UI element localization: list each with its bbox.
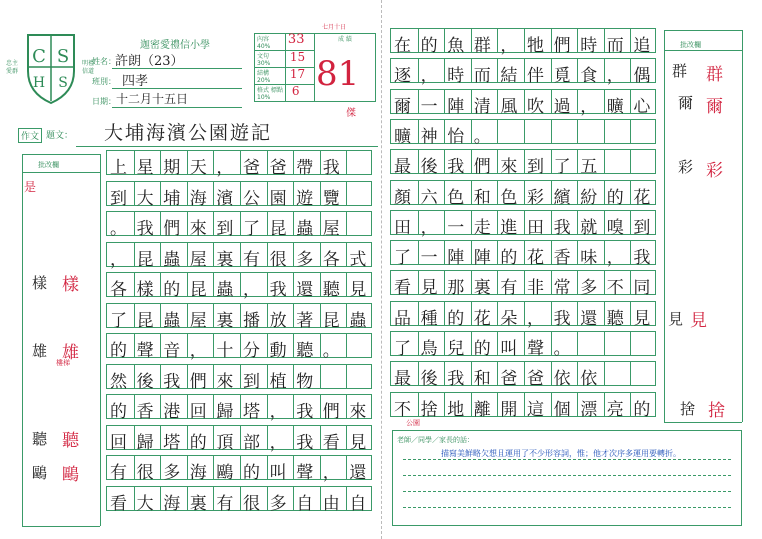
correction-right: 見 — [690, 311, 707, 331]
grid-row — [106, 333, 372, 361]
format-score: 6 — [285, 85, 314, 102]
logo-motto-right: 明禮 信道 — [82, 60, 95, 75]
date-label: 日期： — [92, 97, 116, 106]
left-margin-header: 批改欄 — [38, 161, 59, 169]
correction-wrong: 群 — [672, 62, 688, 80]
grid-row — [106, 150, 372, 178]
grid-row — [390, 392, 660, 420]
school-logo — [20, 27, 82, 107]
correction-wrong: 彩 — [678, 158, 694, 176]
correction-wrong: 聽 — [32, 430, 48, 448]
correction-right: 群 — [706, 65, 723, 85]
wording-score: 15 — [285, 51, 314, 68]
grid-row — [106, 486, 376, 514]
grid-row-text: 。我們來到了昆蟲屋 — [110, 219, 350, 239]
grid-row — [106, 181, 372, 209]
svg-text:S: S — [56, 46, 70, 67]
grid-row — [390, 28, 660, 56]
grid-row — [106, 211, 372, 239]
total-score: 81 — [316, 54, 360, 94]
correction-wrong: 樣 — [32, 274, 48, 292]
correction-right: 鷗 — [62, 465, 79, 485]
grid-row-text: 有很多海鷗的叫聲，還 — [110, 463, 376, 483]
correction-right: 聽 — [62, 431, 79, 451]
grid-row — [390, 210, 660, 238]
grid-row — [390, 331, 656, 359]
name-value: 許朗（23） — [115, 54, 184, 69]
correction-right: 樣 — [62, 275, 79, 295]
composition-title: 大埔海濱公園遊記 — [104, 122, 273, 144]
grid-row-text: 爾一陣清風吹過，曠心 — [394, 96, 660, 117]
svg-text:H: H — [32, 75, 46, 91]
right-margin-note: 公園 — [406, 419, 420, 427]
grid-row-text: 了一陣陣的花香味，我 — [394, 248, 660, 269]
grid-row — [106, 303, 376, 331]
grid-row-text: 不捨地離開這個漂亮的 — [394, 399, 660, 420]
grid-row — [390, 270, 660, 299]
grid-row-text: 田，一走進田我就嗅到 — [394, 217, 660, 238]
teacher-comment: 描寫美鮮略欠想且運用了不少形容詞，惟；他才次序多運用要轉折。 — [441, 449, 681, 458]
grid-row — [390, 149, 656, 178]
left-margin-note: 樓梯 — [56, 359, 70, 367]
grid-row-text: 逐，時而結伴覓食，偶 — [394, 66, 660, 87]
class-value: 四孝 — [122, 74, 149, 89]
grid-row-text: 了鳥兒的叫聲。 — [394, 339, 581, 359]
comment-box — [392, 430, 742, 526]
grid-row — [390, 89, 660, 117]
correction-right: 爾 — [706, 97, 723, 117]
content-score: 33 — [285, 34, 314, 51]
grid-row-text: 曠神怡。 — [394, 126, 501, 147]
grid-row — [390, 361, 656, 390]
grid-row-text: 上星期天，爸爸帶我 — [110, 158, 350, 178]
grid-row-text: 看見那裏有非常多不同 — [394, 278, 660, 299]
grid-row — [106, 272, 376, 300]
grid-row-text: 然後我們來到植物 — [110, 371, 323, 392]
topic-label: 題文： — [46, 131, 74, 141]
grid-row — [390, 180, 660, 208]
grid-row — [106, 364, 372, 392]
grid-row — [106, 242, 376, 270]
correction-wrong: 捨 — [680, 400, 696, 418]
grid-row — [106, 425, 376, 453]
date-value: 十二月十五日 — [116, 92, 189, 106]
correction-wrong: 鷗 — [32, 464, 48, 482]
class-label: 班別： — [92, 77, 116, 86]
grid-row-text: 最後我和爸爸依依 — [394, 369, 607, 390]
content-label: 內容 40% — [255, 34, 286, 51]
right-margin-header: 批改欄 — [680, 41, 701, 49]
name-label: 姓名： — [92, 57, 116, 66]
mark-note: 傑 — [346, 108, 356, 119]
structure-label: 結構 20% — [255, 68, 286, 85]
wording-label: 文句 30% — [255, 51, 286, 68]
grid-row — [390, 301, 660, 329]
grid-row-text: 到大埔海濱公園遊覽 — [110, 188, 350, 209]
grid-row-text: 的聲音，十分動聽。 — [110, 341, 350, 361]
format-label: 格式 標點 10% — [255, 85, 286, 102]
logo-motto-left: 忠主 愛群 — [6, 60, 19, 75]
correction-wrong: 見 — [668, 310, 684, 328]
grid-row-text: 顏六色和色彩繽紛的花 — [394, 187, 660, 208]
grid-row-text: 回歸塔的頂部，我看見 — [110, 432, 376, 453]
grid-row-text: 在的魚群，牠們時而追 — [394, 36, 660, 56]
svg-text:C: C — [32, 46, 46, 67]
correction-wrong: 雄 — [32, 342, 48, 360]
date-note: 七月十日 — [322, 24, 347, 31]
structure-score: 17 — [285, 68, 314, 85]
correction-right: 雄 — [62, 343, 79, 363]
grid-row-text: 品種的花朵，我還聽見 — [394, 308, 660, 329]
grid-row — [106, 394, 376, 422]
title-label: 作文 — [18, 128, 42, 143]
school-name: 迦密愛禮信小學 — [140, 40, 210, 51]
svg-text:S: S — [58, 75, 68, 91]
correction-right: 彩 — [706, 161, 723, 181]
grid-row — [106, 455, 376, 483]
total-cell: 成 績 — [314, 34, 375, 102]
comment-label: 老師／同學／家長的話： — [397, 436, 474, 444]
grid-row — [390, 58, 660, 87]
left-mark-top: 是 — [24, 180, 37, 194]
grid-row-text: ，昆蟲屋裏有很多各式 — [110, 249, 376, 270]
grid-row-text: 各樣的昆蟲，我還聽見 — [110, 280, 376, 300]
grid-row — [390, 119, 656, 147]
correction-right: 捨 — [708, 401, 725, 421]
grid-row-text: 的香港回歸塔，我們來 — [110, 402, 376, 422]
grid-row-text: 最後我們來到了五 — [394, 157, 607, 178]
grid-row — [390, 240, 660, 269]
grid-row-text: 了昆蟲屋裏播放著昆蟲 — [110, 310, 376, 331]
grid-row-text: 看大海裏有很多自由自 — [110, 493, 376, 514]
correction-wrong: 爾 — [678, 94, 694, 112]
